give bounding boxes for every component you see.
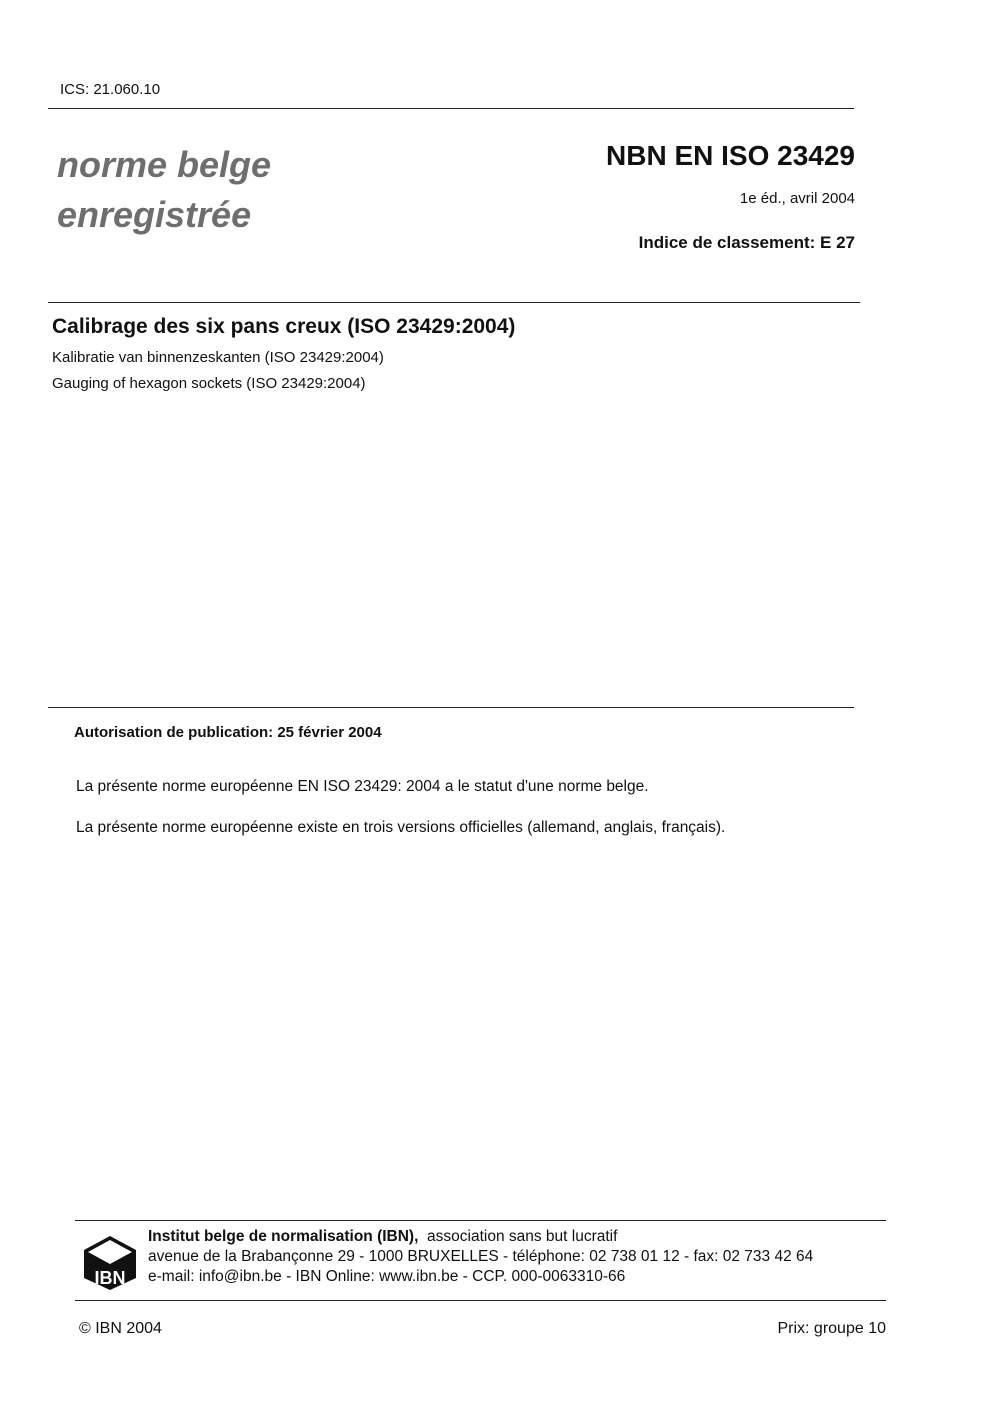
institute-address: avenue de la Brabançonne 29 - 1000 BRUXELLES - téléphone: 02 738 01 12 - fax: 02 733 42 64 (148, 1248, 814, 1265)
brand-line-1: norme belge (57, 144, 272, 185)
publication-authorization: Autorisation de publication: 25 février 2004 (74, 724, 382, 741)
footer-divider-top (75, 1220, 886, 1221)
title-divider-top (48, 302, 860, 303)
brand-title (57, 140, 271, 240)
title-french: Calibrage des six pans creux (ISO 23429:2004) (52, 315, 516, 338)
standard-number: NBN EN ISO 23429 (606, 140, 855, 171)
footer-divider-bottom (75, 1300, 886, 1301)
copyright: © IBN 2004 (79, 1320, 162, 1337)
title-divider-bottom (48, 707, 854, 708)
institute-line (148, 1228, 617, 1246)
institute-description: association sans but lucratif (427, 1228, 618, 1245)
price-group: Prix: groupe 10 (777, 1320, 886, 1337)
title-dutch: Kalibratie van binnenzeskanten (ISO 23429:2004) (52, 349, 384, 366)
ics-code: ICS: 21.060.10 (60, 81, 161, 98)
versions-paragraph: La présente norme européenne existe en trois versions officielles (allemand, anglais, français). (76, 819, 726, 836)
header-divider (48, 108, 854, 109)
institute-contact: e-mail: info@ibn.be - IBN Online: www.ibn.be - CCP. 000-0063310-66 (148, 1268, 626, 1285)
ibn-logo (82, 1234, 138, 1292)
institute-name: Institut belge de normalisation (IBN), (148, 1228, 419, 1245)
status-paragraph: La présente norme européenne EN ISO 23429: 2004 a le statut d'une norme belge. (76, 778, 649, 795)
edition-info: 1e éd., avril 2004 (739, 190, 855, 207)
classification-index: Indice de classement: E 27 (638, 233, 855, 252)
title-english: Gauging of hexagon sockets (ISO 23429:2004) (52, 375, 366, 392)
brand-line-2: enregistrée (57, 194, 252, 235)
ibn-logo-text: IBN (94, 1268, 126, 1288)
